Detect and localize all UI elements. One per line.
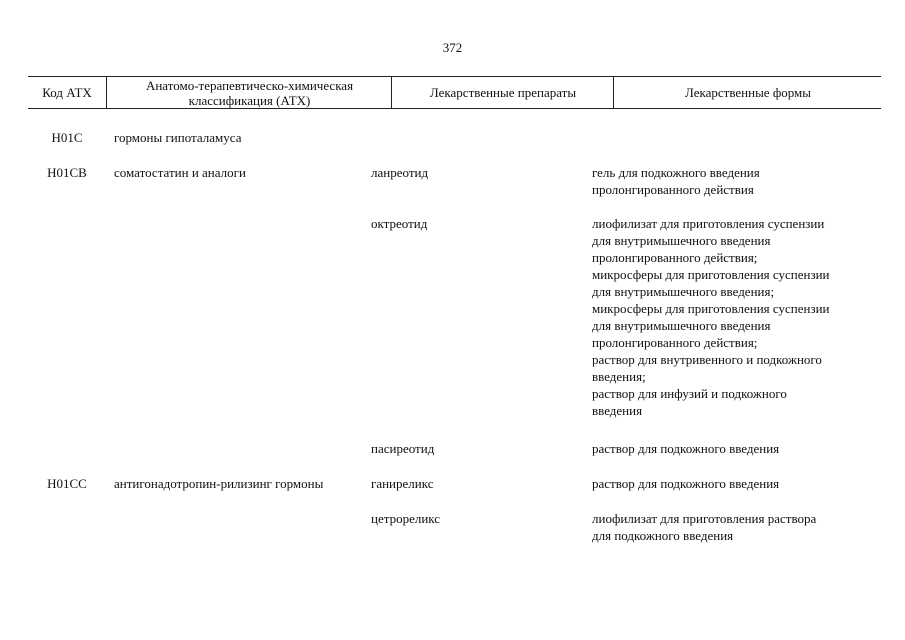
row-classification: соматостатин и аналоги bbox=[114, 165, 246, 180]
row-forms: гель для подкожного введения пролонгированного действия bbox=[592, 165, 760, 197]
row-code: H01C bbox=[51, 130, 83, 145]
row-code: H01CB bbox=[47, 165, 87, 180]
row-drug: октреотид bbox=[371, 216, 428, 231]
row-forms: раствор для подкожного введения bbox=[592, 441, 780, 456]
row-drug: ланреотид bbox=[371, 165, 429, 180]
table-header bbox=[28, 76, 881, 109]
row-drug: цетрореликс bbox=[371, 511, 441, 526]
header-classification: Анатомо-терапевтическо-химическая классификация (АТХ) bbox=[106, 77, 392, 108]
row-forms: лиофилизат для приготовления суспензии для внутримышечного введения пролонгированного действия; микросферы для приготовления суспензии для внутримышечного введения; микросферы для приготовления суспензии для внутримышечного введения пролонгированного действия; раствор для внутривенного и подкожного введения; раствор для инфузий и подкожного введения bbox=[592, 216, 830, 418]
row-forms: лиофилизат для приготовления раствора для подкожного введения bbox=[592, 511, 817, 543]
row-drug: ганиреликс bbox=[371, 476, 434, 491]
page-number: 372 bbox=[442, 40, 463, 55]
row-classification: антигонадотропин-рилизинг гормоны bbox=[114, 476, 324, 491]
header-drugs: Лекарственные препараты bbox=[391, 77, 614, 108]
header-forms: Лекарственные формы bbox=[613, 77, 882, 108]
header-code: Код АТХ bbox=[42, 85, 92, 100]
row-drug: пасиреотид bbox=[371, 441, 435, 456]
row-code: H01CC bbox=[47, 476, 87, 491]
row-forms: раствор для подкожного введения bbox=[592, 476, 780, 491]
row-classification: гормоны гипоталамуса bbox=[114, 130, 242, 145]
